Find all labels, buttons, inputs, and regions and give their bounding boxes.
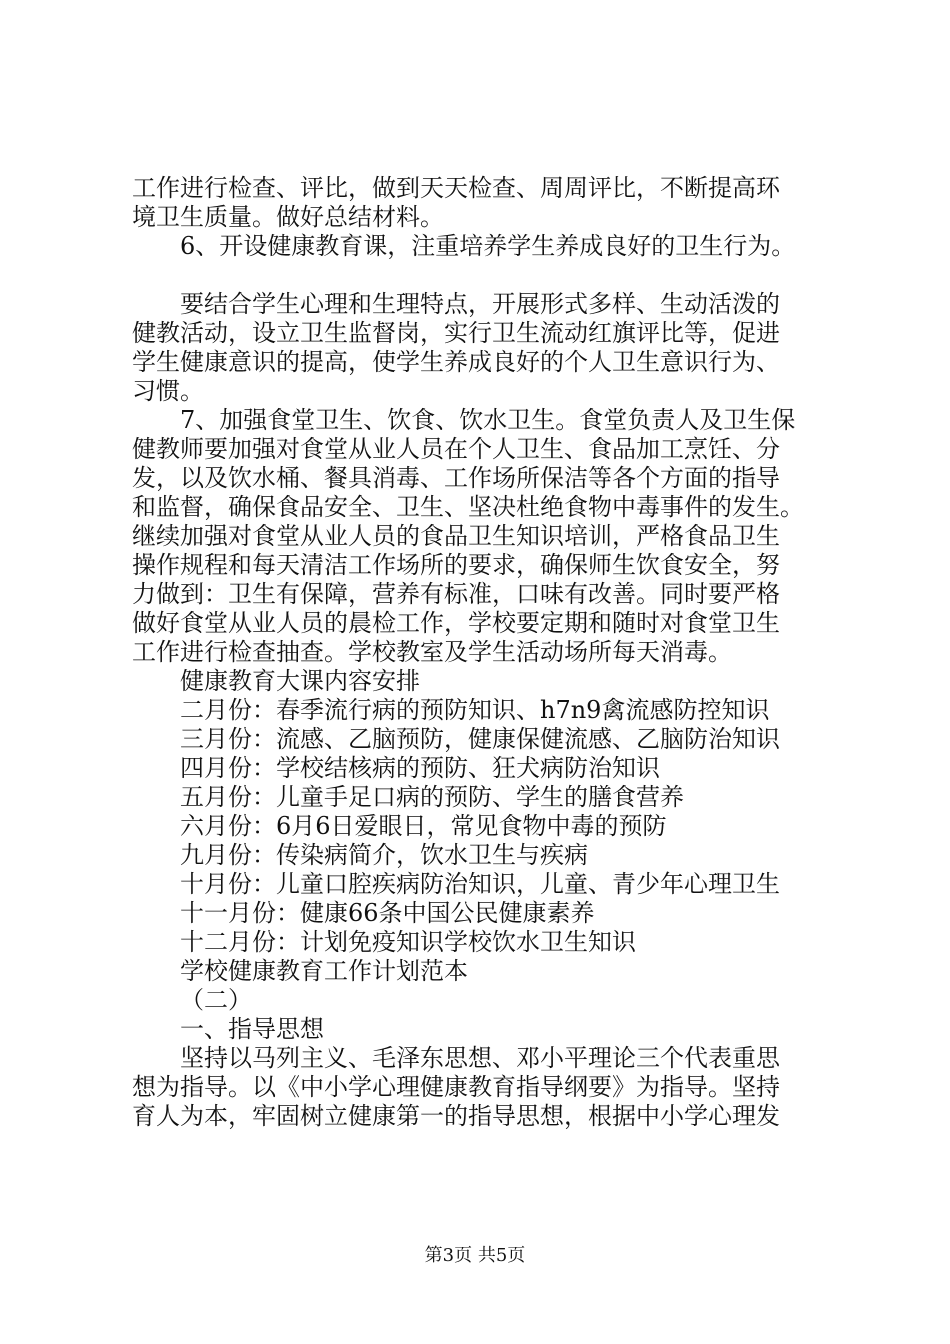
text-line: 十一月份：健康66条中国公民健康素养: [180, 899, 595, 927]
text-line: 想为指导。以《中小学心理健康教育指导纲要》为指导。坚持: [132, 1073, 780, 1101]
text-line: 继续加强对食堂从业人员的食品卫生知识培训，严格食品卫生: [132, 522, 780, 550]
text-line: 五月份：儿童手足口病的预防、学生的膳食营养: [180, 783, 684, 811]
text-line: 力做到：卫生有保障，营养有标准，口味有改善。同时要严格: [132, 580, 780, 608]
text-line: 坚持以马列主义、毛泽东思想、邓小平理论三个代表重思: [180, 1044, 780, 1072]
text-line: 要结合学生心理和生理特点，开展形式多样、生动活泼的: [180, 290, 780, 318]
text-line: 境卫生质量。做好总结材料。: [132, 203, 444, 231]
text-line: 工作进行检查、评比，做到天天检查、周周评比，不断提高环: [132, 174, 780, 202]
text-line: 和监督，确保食品安全、卫生、坚决杜绝食物中毒事件的发生。: [132, 493, 804, 521]
text-line: 健教活动，设立卫生监督岗，实行卫生流动红旗评比等，促进: [132, 319, 780, 347]
text-line: 做好食堂从业人员的晨检工作，学校要定期和随时对食堂卫生: [132, 609, 780, 637]
text-line: 发，以及饮水桶、餐具消毒、工作场所保洁等各个方面的指导: [132, 464, 780, 492]
text-line: 操作规程和每天清洁工作场所的要求，确保师生饮食安全，努: [132, 551, 780, 579]
page-footer: 第3页 共5页: [424, 1245, 526, 1266]
text-line: （二）: [180, 986, 252, 1014]
text-line: 健教师要加强对食堂从业人员在个人卫生、食品加工烹饪、分: [132, 435, 780, 463]
text-line: 二月份：春季流行病的预防知识、h7n9禽流感防控知识: [180, 696, 770, 724]
text-line: 九月份：传染病简介，饮水卫生与疾病: [180, 841, 588, 869]
text-line: 工作进行检查抽查。学校教室及学生活动场所每天消毒。: [132, 638, 732, 666]
text-line: 学校健康教育工作计划范本: [180, 957, 468, 985]
text-line: 学生健康意识的提高，使学生养成良好的个人卫生意识行为、: [132, 348, 780, 376]
text-line: 育人为本，牢固树立健康第一的指导思想，根据中小学心理发: [132, 1102, 780, 1130]
text-line: 7、加强食堂卫生、饮食、饮水卫生。食堂负责人及卫生保: [180, 406, 796, 434]
text-line: 一、指导思想: [180, 1015, 324, 1043]
text-line: 四月份：学校结核病的预防、狂犬病防治知识: [180, 754, 660, 782]
text-line: 十月份：儿童口腔疾病防治知识，儿童、青少年心理卫生: [180, 870, 780, 898]
text-line: 习惯。: [132, 377, 204, 405]
body-text: [132, 174, 832, 1131]
text-line: 十二月份：计划免疫知识学校饮水卫生知识: [180, 928, 636, 956]
text-line: 六月份：6月6日爱眼日，常见食物中毒的预防: [180, 812, 667, 840]
text-line: 健康教育大课内容安排: [180, 667, 420, 695]
text-line: 6、开设健康教育课，注重培养学生养成良好的卫生行为。: [180, 232, 796, 260]
text-line: 三月份：流感、乙脑预防，健康保健流感、乙脑防治知识: [180, 725, 780, 753]
